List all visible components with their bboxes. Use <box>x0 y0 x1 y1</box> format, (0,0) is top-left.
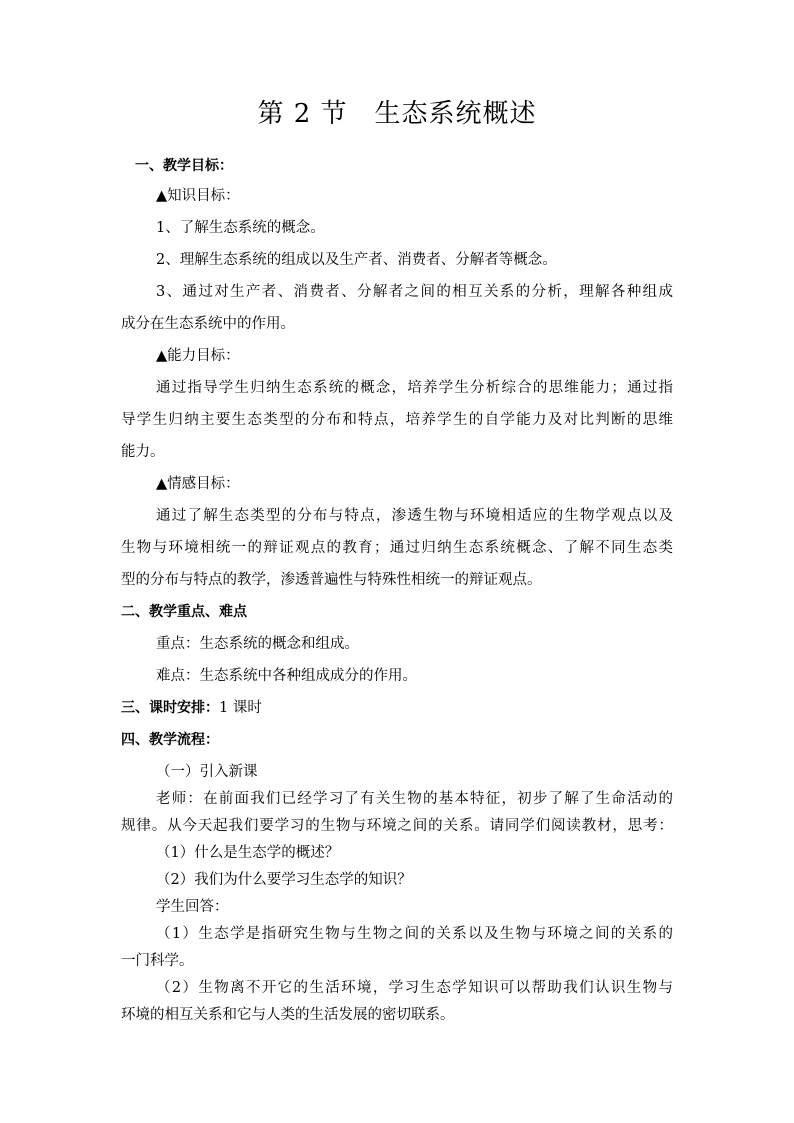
ability-objective-line-1: 通过指导学生归纳生态系统的概念，培养学生分析综合的思维能力；通过指 <box>156 380 673 396</box>
emotion-objective-line-2: 生物与环境相统一的辩证观点的教育；通过归纳生态系统概念、了解不同生态类 <box>121 540 673 556</box>
ability-objective-label: ▲能力目标： <box>156 348 240 364</box>
knowledge-objective-1: 1、了解生态系统的概念。 <box>156 220 325 236</box>
difficult-point-text: 难点：生态系统中各种组成成分的作用。 <box>156 668 417 684</box>
knowledge-objective-3-line-1: 3、通过对生产者、消费者、分解者之间的相互关系的分析，理解各种组成 <box>156 284 673 300</box>
key-point-text: 重点：生态系统的概念和组成。 <box>156 636 359 652</box>
emotion-objective-label: ▲情感目标： <box>156 476 240 492</box>
emotion-objective-line-1: 通过了解生态类型的分布与特点，渗透生物与环境相适应的生物学观点以及 <box>156 508 673 524</box>
question-2: （2）我们为什么要学习生态学的知识？ <box>156 872 412 888</box>
teacher-line-2: 规律。从今天起我们要学习的生物与环境之间的关系。请同学们阅读教材，思考： <box>121 818 673 834</box>
page-title: 第 2 节 生态系统概述 <box>257 99 537 129</box>
section-heading-teaching-process: 四、教学流程： <box>121 732 219 748</box>
section-heading-objectives: 一、教学目标： <box>135 158 233 174</box>
answer-2-line-1: （2）生物离不开它的生活环境，学习生态学知识可以帮助我们认识生物与 <box>156 980 673 996</box>
section-heading-class-hours: 三、课时安排： <box>121 700 219 716</box>
teacher-line-1: 老师：在前面我们已经学习了有关生物的基本特征，初步了解了生命活动的 <box>156 791 673 807</box>
student-answer-label: 学生回答： <box>156 899 229 915</box>
class-hours-row <box>121 698 262 718</box>
ability-objective-line-2: 导学生归纳主要生态类型的分布和特点，培养学生的自学能力及对比判断的思维 <box>121 412 673 428</box>
section-heading-key-points: 二、教学重点、难点 <box>121 604 247 620</box>
answer-2-line-2: 环境的相互关系和它与人类的生活发展的密切联系。 <box>121 1007 455 1023</box>
knowledge-objective-label: ▲知识目标： <box>156 188 240 204</box>
knowledge-objective-3-line-2: 成分在生态系统中的作用。 <box>121 316 295 332</box>
answer-1-line-2: 一门科学。 <box>121 953 194 969</box>
ability-objective-line-3: 能力。 <box>121 444 165 460</box>
class-hours-value: 1 课时 <box>219 700 262 716</box>
knowledge-objective-2: 2、理解生态系统的组成以及生产者、消费者、分解者等概念。 <box>156 252 557 268</box>
answer-1-line-1: （1）生态学是指研究生物与生物之间的关系以及生物与环境之间的关系的 <box>156 926 673 942</box>
emotion-objective-line-3: 型的分布与特点的教学，渗透普遍性与特殊性相统一的辩证观点。 <box>121 572 542 588</box>
subsection-introduction: （一）引入新课 <box>156 764 258 780</box>
question-1: （1）什么是生态学的概述？ <box>156 845 340 861</box>
